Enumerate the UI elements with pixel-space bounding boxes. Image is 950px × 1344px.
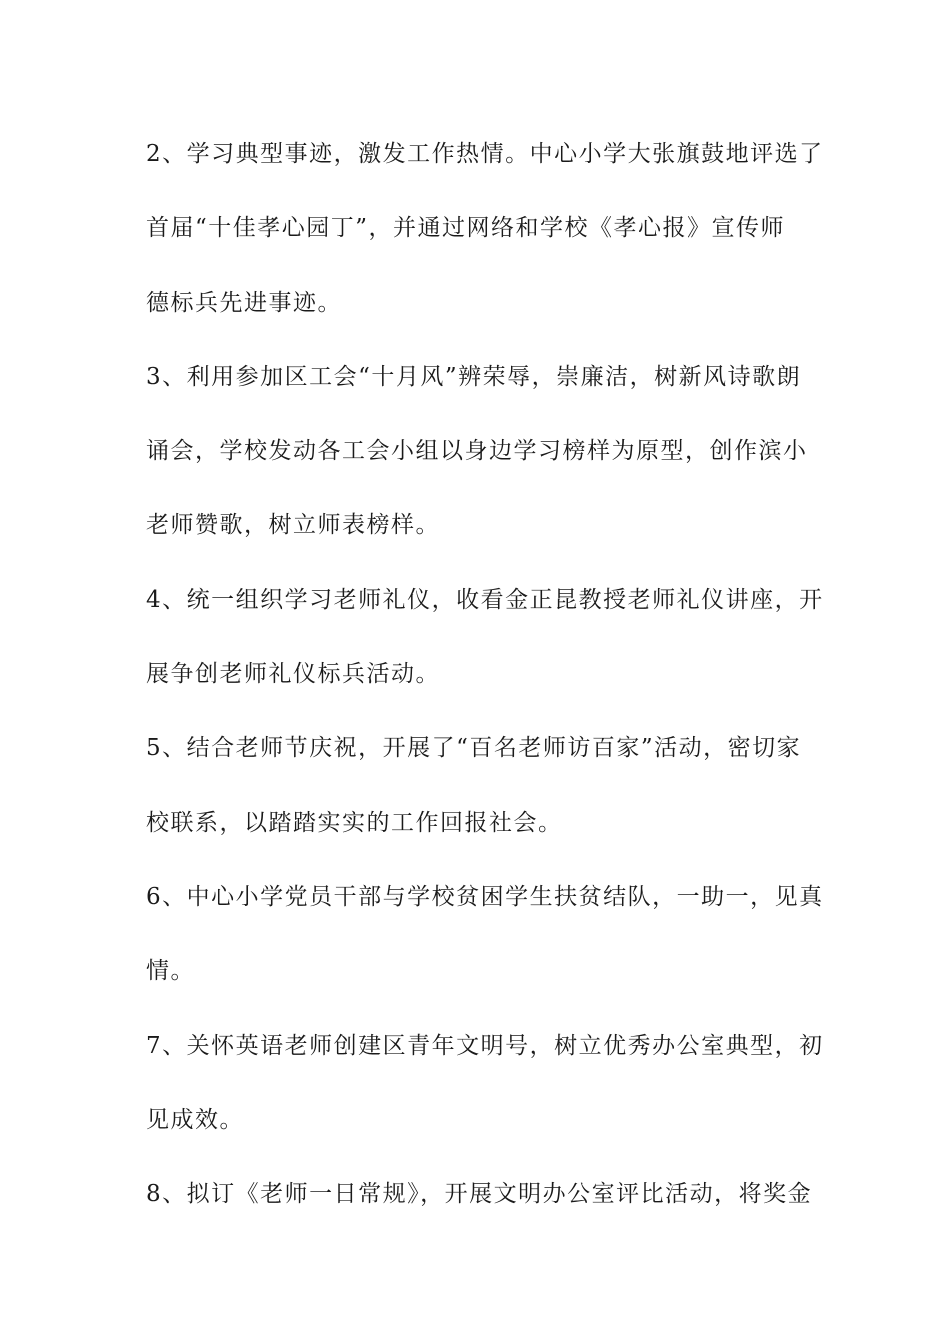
text-line: 老师赞歌，树立师表榜样。 [146, 512, 440, 539]
text-line: 4、统一组织学习老师礼仪，收看金正昆教授老师礼仪讲座，开 [146, 586, 824, 613]
text-line: 情。 [146, 958, 195, 985]
text-line: 德标兵先进事迹。 [146, 289, 342, 316]
text-line: 7、关怀英语老师创建区青年文明号，树立优秀办公室典型，初 [146, 1032, 824, 1059]
text-line: 诵会，学校发动各工会小组以身边学习榜样为原型，创作滨小 [146, 438, 808, 465]
document-body [146, 126, 824, 1240]
text-line: 8、拟订《老师一日常规》，开展文明办公室评比活动，将奖金 [146, 1181, 813, 1208]
text-line: 5、结合老师节庆祝，开展了“百名老师访百家”活动，密切家 [146, 735, 802, 762]
text-line: 校联系，以踏踏实实的工作回报社会。 [146, 809, 563, 836]
text-line: 见成效。 [146, 1106, 244, 1133]
text-line: 首届“十佳孝心园丁”，并通过网络和学校《孝心报》宣传师 [146, 215, 786, 242]
text-line: 2、学习典型事迹，激发工作热情。中心小学大张旗鼓地评选了 [146, 141, 824, 167]
text-line: 展争创老师礼仪标兵活动。 [146, 661, 440, 688]
text-line: 6、中心小学党员干部与学校贫困学生扶贫结队，一助一，见真 [146, 883, 824, 910]
text-line: 3、利用参加区工会“十月风”辨荣辱，崇廉洁，树新风诗歌朗 [146, 363, 802, 390]
